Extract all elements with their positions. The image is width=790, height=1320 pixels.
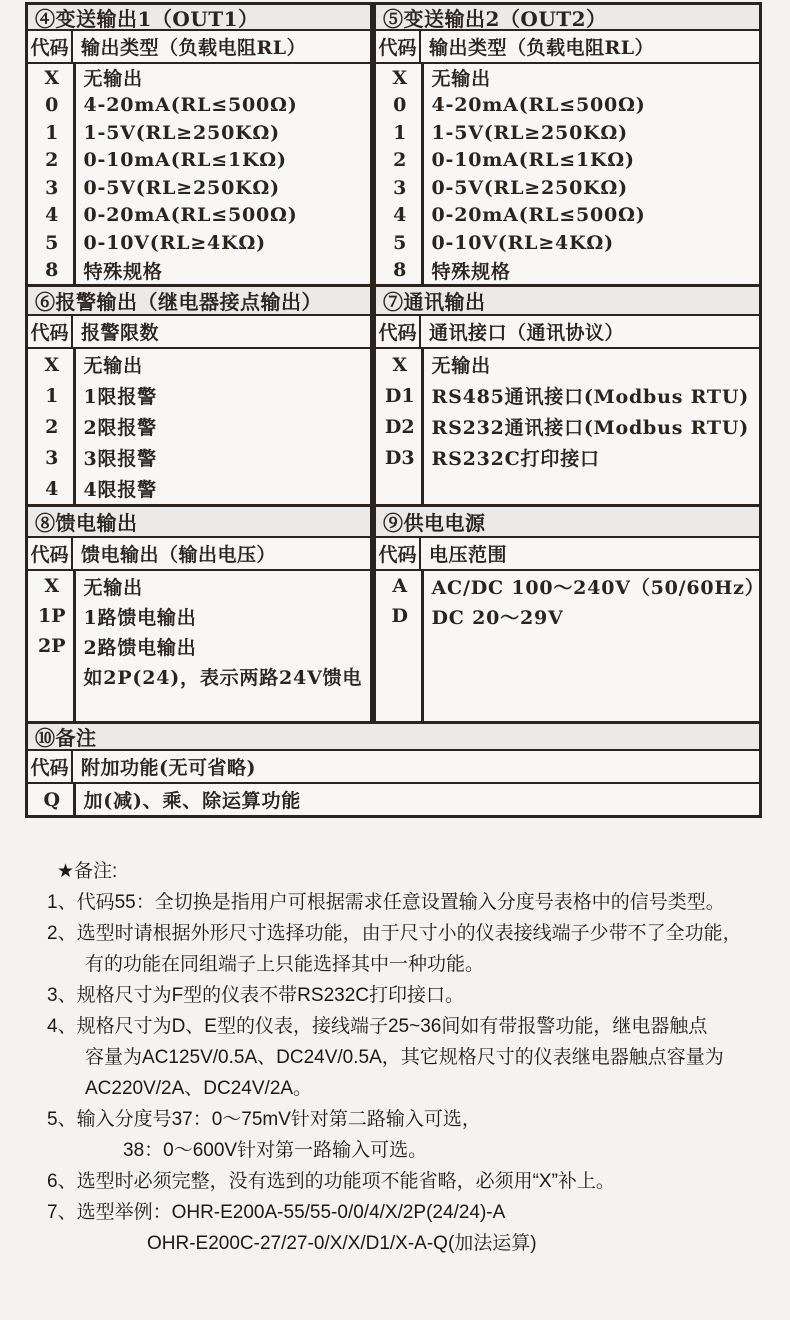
table-out2: [373, 2, 762, 287]
selection-tables: [25, 2, 765, 818]
cell-code: 3: [45, 176, 59, 199]
table-title-alarm: ⑥报警输出（继电器接点输出）: [28, 287, 370, 316]
table-row: [376, 147, 759, 175]
col-header-desc: 输出类型（负载电阻RL）: [81, 37, 307, 59]
notes-title: ★备注:: [57, 861, 118, 882]
col-header-desc: 输出类型（负载电阻RL）: [429, 37, 655, 59]
cell-code: 8: [45, 259, 59, 282]
cell-desc: 1路馈电输出: [83, 606, 197, 629]
cell-code: D: [391, 605, 408, 627]
note-marker: 4、: [47, 1016, 77, 1037]
cell-code: X: [44, 353, 60, 376]
table-row: [28, 119, 370, 147]
table-comm-output: [373, 284, 762, 507]
col-header-code: 代码: [376, 538, 421, 569]
note-line: 38：0～600V针对第一路输入可选。: [123, 1140, 428, 1161]
table-row: [28, 411, 370, 442]
cell-code: 1: [45, 121, 59, 144]
note-line: 有的功能在同组端子上只能选择其中一种功能。: [85, 954, 485, 975]
col-header-code: 代码: [28, 751, 73, 782]
cell-desc: RS232通讯接口(Modbus RTU): [431, 417, 750, 439]
cell-code: 1: [393, 121, 407, 144]
cell-code: X: [392, 66, 408, 89]
table-header-row: [28, 31, 370, 64]
note-line: 2、选型时请根据外形尺寸选择功能，由于尺寸小的仪表接线端子少带不了全功能，: [47, 918, 757, 949]
table-row: [28, 631, 370, 661]
cell-code: 5: [45, 231, 59, 254]
table-row: [28, 473, 370, 504]
cell-code: A: [392, 575, 408, 597]
cell-code: D2: [384, 415, 415, 438]
table-row: [376, 601, 759, 631]
table-row: [28, 257, 370, 285]
cell-desc: 3限报警: [83, 448, 157, 470]
band-alarm-comm: [25, 284, 762, 507]
cell-code: 2: [45, 415, 59, 438]
note-line: OHR-E200C-27/27-0/X/X/D1/X-A-Q(加法运算): [147, 1233, 537, 1254]
table-header-row: [28, 751, 759, 784]
column-divider: [73, 349, 76, 504]
cell-desc: 4-20mA(RL≤500Ω): [431, 94, 646, 117]
cell-desc: 4-20mA(RL≤500Ω): [83, 94, 298, 117]
table-title-out1: ④变送输出1（OUT1）: [28, 5, 370, 31]
col-header-code: 代码: [28, 316, 73, 347]
table-body: [28, 571, 370, 721]
cell-code: 3: [393, 176, 407, 199]
cell-desc: 0-10V(RL≥4KΩ): [431, 231, 614, 254]
column-divider: [421, 64, 424, 284]
cell-desc: 0-20mA(RL≤500Ω): [83, 204, 298, 227]
table-header-row: [376, 316, 759, 349]
table-row: [376, 349, 759, 380]
col-header-desc: 馈电输出（输出电压）: [81, 544, 277, 566]
table-row: [28, 92, 370, 120]
cell-desc: 特殊规格: [83, 260, 163, 283]
cell-desc: 特殊规格: [431, 260, 511, 283]
column-divider: [421, 349, 424, 504]
table-title-comm: ⑦通讯输出: [376, 287, 759, 316]
cell-code: 2P: [37, 635, 66, 657]
note-line: 4、规格尺寸为D、E型的仪表，接线端子25~36间如有带报警功能，继电器触点: [47, 1011, 757, 1042]
col-header-desc: 通讯接口（通讯协议）: [429, 322, 625, 344]
cell-desc: 1-5V(RL≥250KΩ): [431, 121, 628, 144]
table-remark: [25, 721, 762, 818]
col-header-desc: 附加功能(无可省略): [81, 757, 256, 779]
table-row: [28, 784, 759, 815]
cell-code: 2: [45, 149, 59, 172]
cell-desc: 1-5V(RL≥250KΩ): [83, 121, 280, 144]
note-marker: 2、: [47, 923, 77, 944]
table-title-power: ⑨供电电源: [376, 507, 759, 538]
notes-list: [47, 887, 757, 1259]
cell-desc: 加(减)、乘、除运算功能: [83, 790, 302, 812]
cell-code: 4: [45, 477, 59, 500]
note-marker: 7、: [47, 1202, 77, 1223]
cell-code: 1: [45, 384, 59, 407]
table-body: [376, 349, 759, 504]
cell-code: 8: [393, 259, 407, 282]
note-marker: 5、: [47, 1109, 77, 1130]
note-line: 容量为AC125V/0.5A、DC24V/0.5A，其它规格尺寸的仪表继电器触点容量为: [85, 1047, 724, 1068]
cell-desc: 0-10mA(RL≤1KΩ): [83, 149, 287, 172]
col-header-code: 代码: [28, 538, 73, 569]
cell-desc: 无输出: [83, 68, 143, 91]
note-line: 3、规格尺寸为F型的仪表不带RS232C打印接口。: [47, 980, 757, 1011]
column-divider: [421, 571, 424, 721]
table-row: [28, 174, 370, 202]
band-transmit-outputs: [25, 2, 762, 287]
table-row: [28, 349, 370, 380]
table-row: [28, 442, 370, 473]
cell-desc: 0-5V(RL≥250KΩ): [431, 176, 628, 199]
table-body: [28, 349, 370, 504]
table-row: [376, 92, 759, 120]
cell-desc: 如2P(24)，表示两路24V馈电: [83, 666, 363, 689]
col-header-code: 代码: [376, 316, 421, 347]
cell-desc: 4限报警: [83, 479, 157, 501]
table-row: [376, 229, 759, 257]
cell-desc: 2限报警: [83, 417, 157, 439]
table-header-row: [376, 538, 759, 571]
table-header-row: [376, 31, 759, 64]
cell-desc: 1限报警: [83, 386, 157, 408]
note-line: 1、代码55：全切换是指用户可根据需求任意设置输入分度号表格中的信号类型。: [47, 887, 757, 918]
cell-code: D1: [384, 384, 415, 407]
table-row: [28, 202, 370, 230]
cell-code: 5: [393, 231, 407, 254]
cell-desc: 无输出: [83, 355, 143, 377]
table-body: [28, 784, 759, 815]
table-row: [376, 119, 759, 147]
notes-section: [47, 856, 757, 1259]
cell-code: X: [44, 575, 60, 597]
table-title-feed: ⑧馈电输出: [28, 507, 370, 538]
table-row: [28, 601, 370, 631]
note-marker: 3、: [47, 985, 77, 1006]
table-row: [376, 64, 759, 92]
note-marker: 6、: [47, 1171, 77, 1192]
column-divider: [73, 571, 76, 721]
table-row: [28, 571, 370, 601]
note-marker: 1、: [47, 892, 77, 913]
cell-code: Q: [43, 788, 61, 811]
cell-desc: 0-10mA(RL≤1KΩ): [431, 149, 635, 172]
cell-code: 0: [393, 94, 407, 117]
column-divider: [73, 64, 76, 284]
col-header-code: 代码: [376, 31, 421, 62]
table-row: [28, 229, 370, 257]
cell-desc: RS232C打印接口: [431, 448, 600, 470]
table-body: [28, 64, 370, 284]
table-title-out2: ⑤变送输出2（OUT2）: [376, 5, 759, 31]
cell-code: X: [392, 353, 408, 376]
cell-desc: 0-10V(RL≥4KΩ): [83, 231, 266, 254]
cell-desc: 0-20mA(RL≤500Ω): [431, 204, 646, 227]
table-row: [376, 257, 759, 285]
table-feed-output: [25, 504, 373, 724]
table-power-supply: [373, 504, 765, 724]
cell-desc: AC/DC 100～240V（50/60Hz）: [431, 576, 765, 599]
note-line: 6、选型时必须完整，没有选到的功能项不能省略，必须用“X”补上。: [47, 1166, 757, 1197]
table-alarm-output: [25, 284, 373, 507]
table-header-row: [28, 316, 370, 349]
cell-code: X: [44, 66, 60, 89]
note-line: 5、输入分度号37：0～75mV针对第二路输入可选，: [47, 1104, 757, 1135]
table-title-remark: ⑩备注: [28, 724, 759, 751]
cell-desc: DC 20～29V: [431, 606, 564, 629]
table-out1: [25, 2, 373, 287]
col-header-desc: 电压范围: [429, 544, 508, 566]
cell-desc: 无输出: [83, 576, 143, 599]
note-line: 7、选型举例：OHR-E200A-55/55-0/0/4/X/2P(24/24)-A: [47, 1197, 757, 1228]
cell-code: 0: [45, 94, 59, 117]
band-remark: [25, 721, 762, 818]
cell-desc: 2路馈电输出: [83, 636, 197, 659]
note-line: AC220V/2A、DC24V/2A。: [85, 1078, 313, 1099]
table-body: [376, 64, 759, 284]
table-body: [376, 571, 765, 721]
cell-code: 1P: [37, 605, 66, 627]
table-row: [28, 380, 370, 411]
cell-desc: 0-5V(RL≥250KΩ): [83, 176, 280, 199]
table-row: [376, 411, 759, 442]
table-row: [376, 202, 759, 230]
cell-code: 4: [393, 204, 407, 227]
cell-desc: 无输出: [431, 68, 491, 91]
table-row: [376, 174, 759, 202]
table-row: [28, 661, 370, 691]
table-row: [376, 571, 765, 601]
cell-code: 2: [393, 149, 407, 172]
table-row: [28, 147, 370, 175]
col-header-desc: 报警限数: [81, 322, 160, 344]
table-row: [376, 442, 759, 473]
table-row: [376, 380, 759, 411]
cell-code: 3: [45, 446, 59, 469]
cell-desc: 无输出: [431, 355, 491, 377]
table-row: [28, 64, 370, 92]
column-divider: [73, 784, 76, 815]
band-feed-power: [25, 504, 765, 724]
cell-desc: RS485通讯接口(Modbus RTU): [431, 386, 750, 408]
col-header-code: 代码: [28, 31, 73, 62]
cell-code: 4: [45, 204, 59, 227]
table-header-row: [28, 538, 370, 571]
cell-code: D3: [384, 446, 415, 469]
